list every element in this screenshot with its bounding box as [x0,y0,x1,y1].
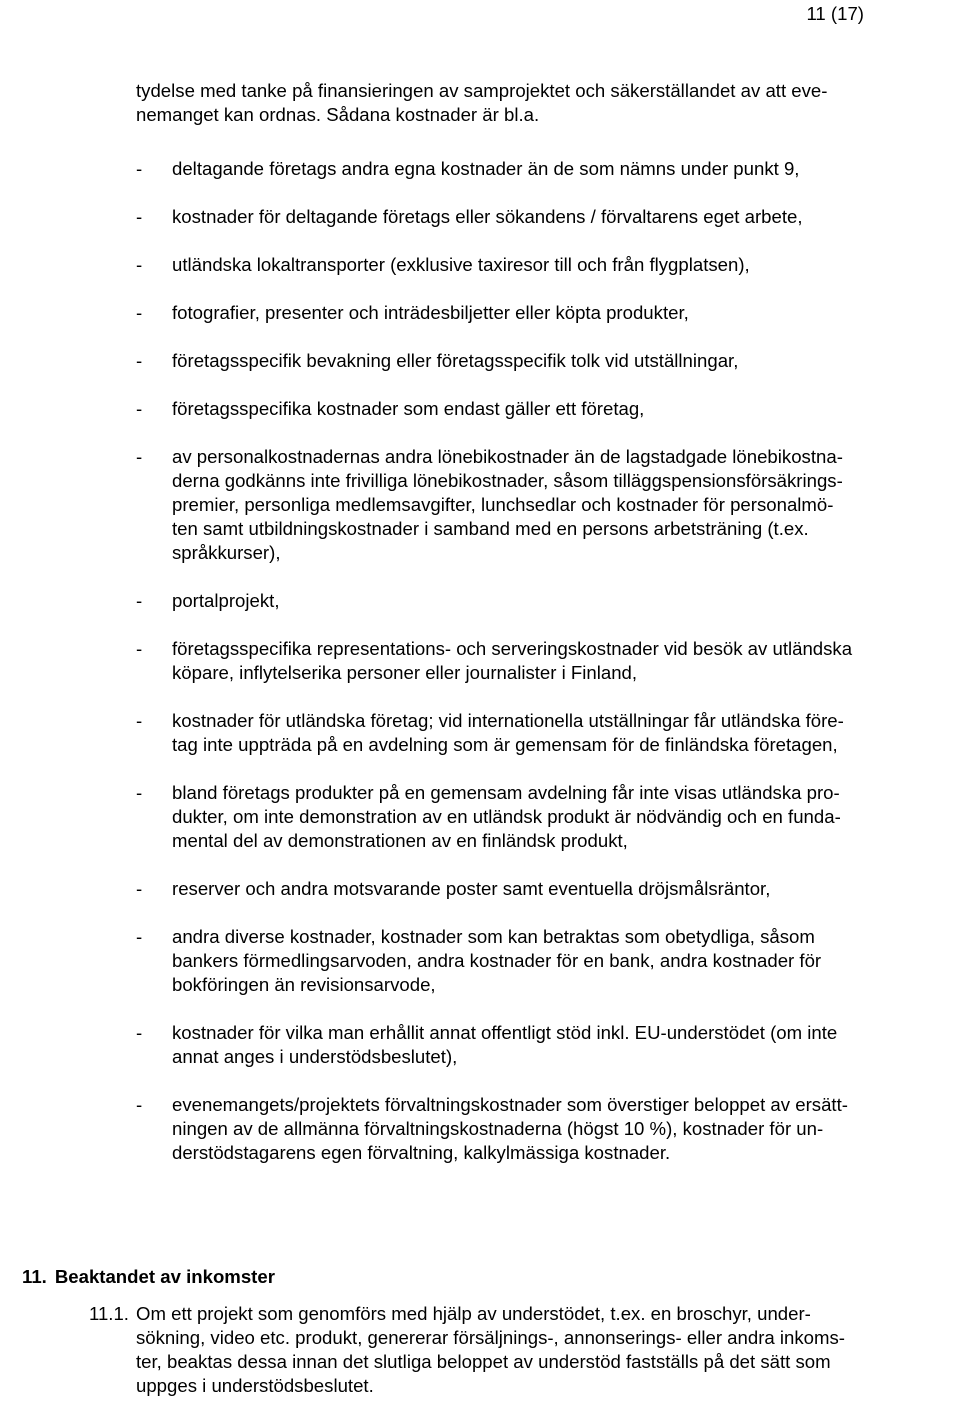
bullet-dash: - [136,446,143,467]
bullet-dash: - [136,638,143,659]
list-item-line: derna godkänns inte frivilliga lönebikostnader, såsom tilläggspensionsförsäkrings- [172,470,843,491]
list-item-line: fotografier, presenter och inträdesbiljetter eller köpta produkter, [172,302,689,323]
bullet-dash: - [136,350,143,371]
list-item-line: derstödstagarens egen förvaltning, kalkylmässiga kostnader. [172,1142,671,1163]
bullet-dash: - [136,302,143,323]
list-item [136,781,942,853]
list-item-line: premier, personliga medlemsavgifter, lunchsedlar och kostnader för personalmö- [172,494,834,515]
subsection-line: sökning, video etc. produkt, genererar försäljnings-, annonserings- eller andra inkoms- [136,1327,845,1348]
list-item [136,157,942,181]
list-item-line: reserver och andra motsvarande poster samt eventuella dröjsmålsräntor, [172,878,771,899]
bullet-dash: - [136,254,143,275]
bullet-dash: - [136,782,143,803]
list-item [136,637,942,685]
list-item-line: ningen av de allmänna förvaltningskostnaderna (högst 10 %), kostnader för un- [172,1118,824,1139]
list-item [136,349,942,373]
bullet-dash: - [136,158,143,179]
list-item [136,1021,942,1069]
list-item-line: bankers förmedlingsarvoden, andra kostnader för en bank, andra kostnader för [172,950,822,971]
list-item-line: företagsspecifika representations- och serveringskostnader vid besök av utländska [172,638,853,659]
list-item-line: evenemangets/projektets förvaltningskostnader som överstiger beloppet av ersätt- [172,1094,848,1115]
bullet-dash: - [136,878,143,899]
list-item [136,877,942,901]
list-item-line: mental del av demonstrationen av en finländsk produkt, [172,830,628,851]
list-item [136,925,942,997]
section-number: 11. [22,1266,47,1287]
intro-paragraph [136,79,936,127]
list-item-line: köpare, inflytelserika personer eller journalister i Finland, [172,662,638,683]
subsection-line: ter, beaktas dessa innan det slutliga beloppet av understöd fastställs på det sätt som [136,1351,831,1372]
list-item-line: deltagande företags andra egna kostnader än de som nämns under punkt 9, [172,158,800,179]
list-item-line: av personalkostnadernas andra lönebikostnader än de lagstadgade lönebikostna- [172,446,843,467]
page-number: 11 (17) [806,3,864,24]
subsection-line: uppges i understödsbeslutet. [136,1375,374,1396]
intro-line: nemanget kan ordnas. Sådana kostnader är bl.a. [136,104,540,125]
bullet-dash: - [136,926,143,947]
list-item [136,589,942,613]
list-item-line: företagsspecifik bevakning eller företagsspecifik tolk vid utställningar, [172,350,739,371]
list-item [136,445,942,565]
list-item-line: företagsspecifika kostnader som endast gäller ett företag, [172,398,645,419]
list-item-line: språkkurser), [172,542,281,563]
bullet-dash: - [136,710,143,731]
list-item [136,301,942,325]
section-title: Beaktandet av inkomster [54,1266,275,1287]
list-item-line: dukter, om inte demonstration av en utländsk produkt är nödvändig och en funda- [172,806,841,827]
list-item-line: andra diverse kostnader, kostnader som kan betraktas som obetydliga, såsom [172,926,815,947]
subsection-number: 11.1. [89,1303,129,1324]
bullet-dash: - [136,590,143,611]
subsection-paragraph [89,1302,939,1398]
list-item-line: utländska lokaltransporter (exklusive taxiresor till och från flygplatsen), [172,254,750,275]
list-item-line: bokföringen än revisionsarvode, [172,974,436,995]
bullet-dash: - [136,398,143,419]
list-item-line: bland företags produkter på en gemensam avdelning får inte visas utländska pro- [172,782,840,803]
list-item-line: tag inte uppträda på en avdelning som är gemensam för de finländska företagen, [172,734,838,755]
intro-line: tydelse med tanke på finansieringen av samprojektet och säkerställandet av att eve- [136,80,828,101]
excluded-costs-list [136,157,942,1189]
list-item-line: ten samt utbildningskostnader i samband med en persons arbetsträning (t.ex. [172,518,809,539]
list-item-line: kostnader för utländska företag; vid internationella utställningar får utländska före- [172,710,844,731]
list-item-line: portalprojekt, [172,590,280,611]
list-item [136,205,942,229]
list-item [136,709,942,757]
list-item-line: annat anges i understödsbeslutet), [172,1046,458,1067]
bullet-dash: - [136,1094,143,1115]
list-item [136,397,942,421]
list-item-line: kostnader för deltagande företags eller sökandens / förvaltarens eget arbete, [172,206,803,227]
subsection-body [89,1302,939,1398]
subsection-line: Om ett projekt som genomförs med hjälp av understödet, t.ex. en broschyr, under- [136,1303,811,1324]
section-heading [22,1265,275,1289]
bullet-dash: - [136,206,143,227]
list-item [136,253,942,277]
bullet-dash: - [136,1022,143,1043]
list-item-line: kostnader för vilka man erhållit annat offentligt stöd inkl. EU-understödet (om inte [172,1022,838,1043]
list-item [136,1093,942,1165]
